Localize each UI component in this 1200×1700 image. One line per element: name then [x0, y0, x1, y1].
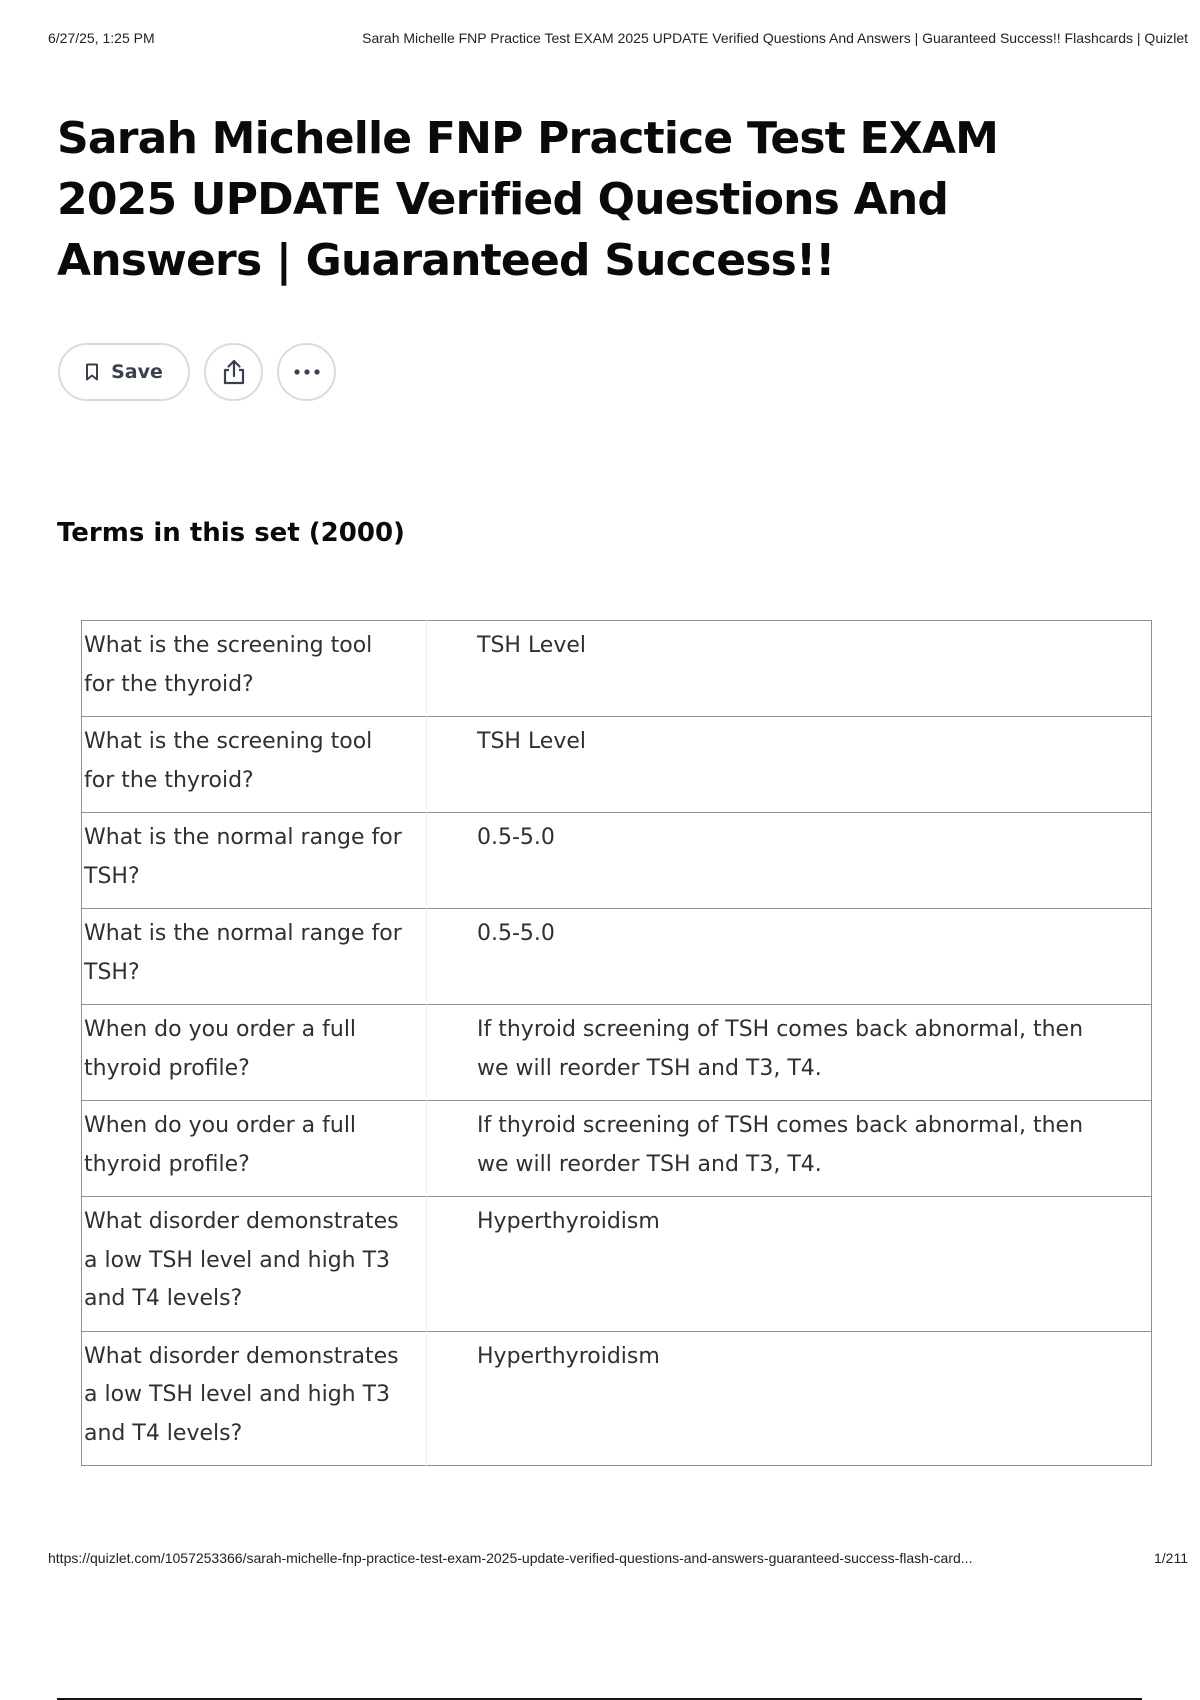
terms-table	[81, 620, 1152, 1466]
term-row	[82, 813, 1152, 909]
share-button[interactable]	[204, 343, 263, 401]
term-row	[82, 621, 1152, 717]
set-actions	[58, 343, 336, 403]
definition-text: TSH Level	[477, 633, 587, 658]
more-options-button[interactable]	[277, 343, 336, 401]
term-text: What is the screening tool for the thyroid?	[82, 717, 427, 813]
bookmark-icon	[85, 363, 99, 381]
definition-text: If thyroid screening of TSH comes back abnormal, then we will reorder TSH and T3, T4.	[477, 1113, 1084, 1177]
term-text: What disorder demonstrates a low TSH level and high T3 and T4 levels?	[82, 1197, 427, 1332]
page-number: 1/211	[1154, 1550, 1188, 1566]
print-footer	[48, 1550, 1188, 1570]
term-row	[82, 1331, 1152, 1466]
definition-text: Hyperthyroidism	[477, 1343, 660, 1369]
print-document-title: Sarah Michelle FNP Practice Test EXAM 2025 UPDATE Verified Questions And Answers | Guaranteed Success!! Flashcards | Quizlet	[362, 30, 1188, 46]
term-row	[82, 1197, 1152, 1332]
term-text: What disorder demonstrates a low TSH level and high T3 and T4 levels?	[82, 1331, 427, 1466]
definition-text: TSH Level	[477, 729, 587, 754]
term-row	[82, 1005, 1152, 1101]
term-row	[82, 909, 1152, 1005]
print-url: https://quizlet.com/1057253366/sarah-michelle-fnp-practice-test-exam-2025-update-verified-questions-and-answers-guaranteed-success-flash-card...	[48, 1550, 973, 1566]
share-icon	[221, 358, 247, 386]
term-text: When do you order a full thyroid profile?	[82, 1101, 427, 1197]
term-text: What is the normal range for TSH?	[82, 813, 427, 909]
print-header	[48, 30, 1188, 50]
definition-text: Hyperthyroidism	[477, 1209, 660, 1234]
print-datetime: 6/27/25, 1:25 PM	[48, 30, 155, 46]
term-text: What is the normal range for TSH?	[82, 909, 427, 1005]
term-row	[82, 1101, 1152, 1197]
definition-text: 0.5-5.0	[477, 921, 555, 946]
save-button-label: Save	[111, 361, 163, 383]
term-text: When do you order a full thyroid profile?	[82, 1005, 427, 1101]
save-button[interactable]	[58, 343, 190, 401]
term-row	[82, 717, 1152, 813]
definition-text: If thyroid screening of TSH comes back abnormal, then we will reorder TSH and T3, T4.	[477, 1017, 1084, 1081]
terms-heading: Terms in this set (2000)	[57, 518, 405, 548]
term-text: What is the screening tool for the thyroid?	[82, 621, 427, 717]
definition-text: 0.5-5.0	[477, 825, 555, 850]
page-title: Sarah Michelle FNP Practice Test EXAM 2025 UPDATE Verified Questions And Answers | Guaranteed Success!!	[57, 113, 999, 286]
more-horizontal-icon	[293, 368, 321, 376]
